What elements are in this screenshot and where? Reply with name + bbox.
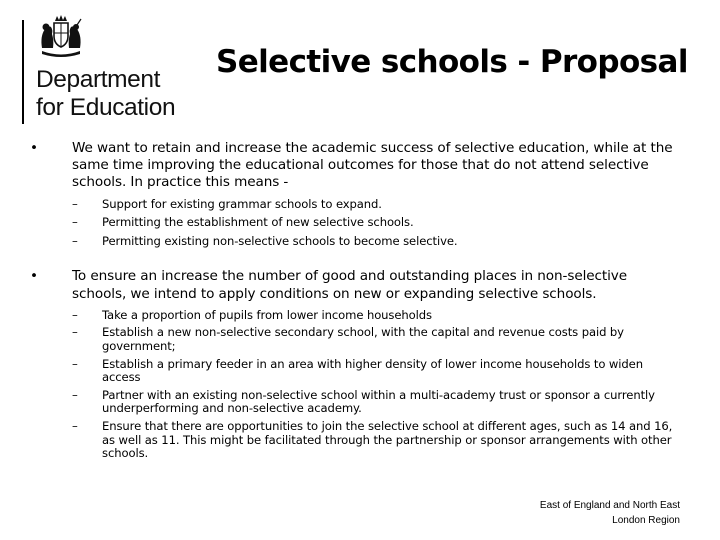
footer-line-1: East of England and North East <box>539 500 680 511</box>
footer-line-2: London Region <box>612 515 680 526</box>
footer-region-label <box>540 498 680 528</box>
dash-marker: – <box>72 418 78 433</box>
logo-wordmark <box>36 66 175 122</box>
sub-bullet-text: Permitting existing non-selective schools to become selective. <box>102 233 458 248</box>
sub-bullet-item <box>72 358 680 385</box>
sub-bullet-item <box>72 326 680 353</box>
royal-crest-icon <box>36 14 86 60</box>
dash-marker: – <box>72 196 78 211</box>
sub-bullet-item <box>72 309 680 323</box>
dash-marker: – <box>72 387 78 402</box>
sub-bullet-item <box>72 216 680 230</box>
sub-bullet-item <box>72 235 680 249</box>
dash-marker: – <box>72 325 78 340</box>
logo-divider <box>22 20 24 124</box>
sub-bullet-item <box>72 198 680 212</box>
bullet-marker: • <box>30 140 38 156</box>
sub-bullet-list <box>72 198 680 249</box>
dash-marker: – <box>72 215 78 230</box>
sub-bullet-item <box>72 420 680 461</box>
sub-bullet-text: Partner with an existing non-selective school within a multi-academy trust or sponsor a currently underperforming and non-selective academy. <box>102 387 655 416</box>
sub-bullet-text: Establish a new non-selective secondary school, with the capital and revenue costs paid by government; <box>102 325 624 353</box>
logo-line-2: for Education <box>36 94 176 121</box>
bullet-text: We want to retain and increase the academic success of selective education, while at the same time improving the educational outcomes for those that do not attend selective schools. In practice this means - <box>72 140 673 191</box>
logo-line-1: Department <box>36 66 161 93</box>
slide-title: Selective schools - Proposal <box>216 44 688 80</box>
dash-marker: – <box>72 307 78 322</box>
dash-marker: – <box>72 233 78 248</box>
bullet-item-2 <box>30 268 680 460</box>
sub-bullet-text: Ensure that there are opportunities to join the selective school at different ages, such as 14 and 16, as well as 11. This might be facilitated through the partnership or sponsor arrangements with other schools. <box>102 418 673 461</box>
sub-bullet-list <box>72 309 680 461</box>
sub-bullet-text: Permitting the establishment of new selective schools. <box>102 215 414 230</box>
bullet-marker: • <box>30 268 38 285</box>
bullet-item-1 <box>30 140 680 248</box>
sub-bullet-item <box>72 389 680 416</box>
sub-bullet-text: Support for existing grammar schools to expand. <box>102 196 382 211</box>
sub-bullet-text: Take a proportion of pupils from lower income households <box>102 307 432 322</box>
dash-marker: – <box>72 356 78 371</box>
content-bullets <box>30 140 680 465</box>
sub-bullet-text: Establish a primary feeder in an area with higher density of lower income households to widen access <box>102 356 643 385</box>
department-logo <box>22 14 212 126</box>
bullet-text: To ensure an increase the number of good and outstanding places in non-selective schools, we intend to apply conditions on new or expanding selective schools. <box>72 268 628 302</box>
